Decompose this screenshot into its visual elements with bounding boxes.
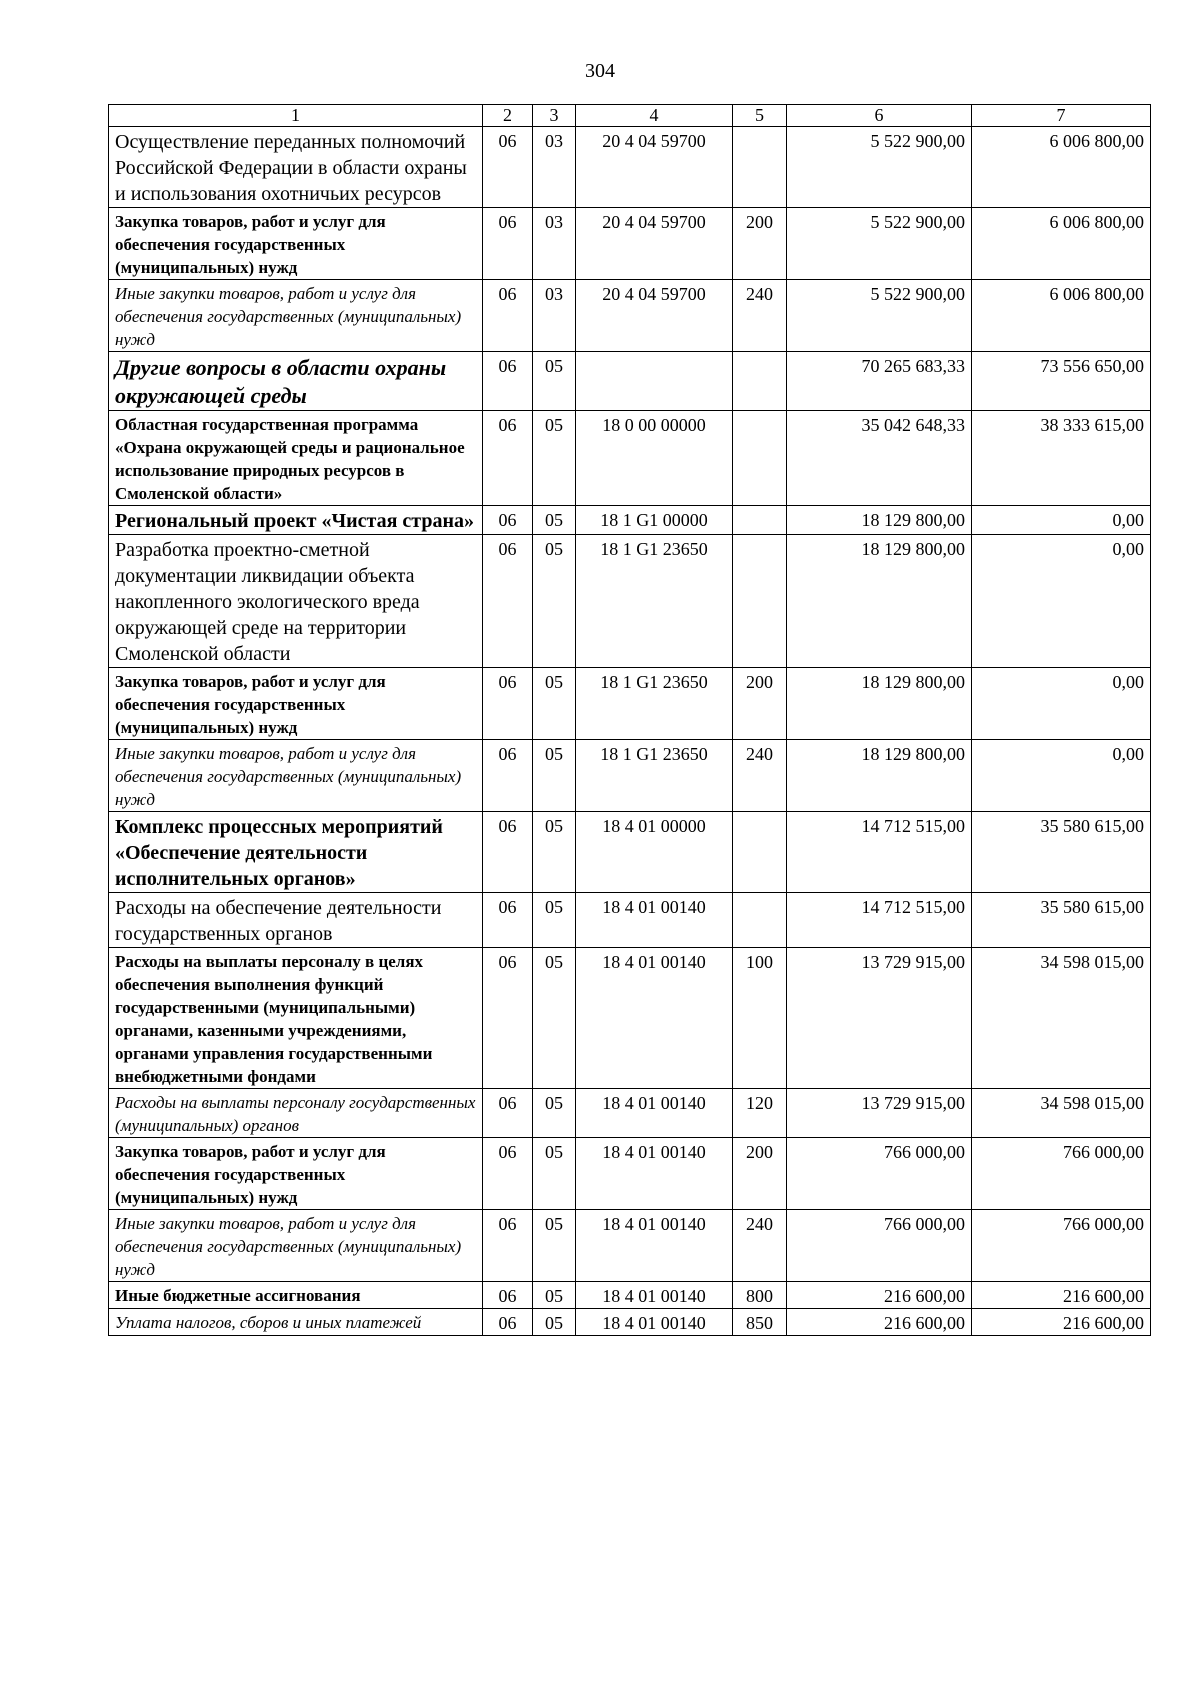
table-row: [109, 948, 1151, 1089]
table-row: [109, 208, 1151, 280]
amount-year1-cell: 35 042 648,33: [787, 411, 972, 506]
table-row: [109, 1089, 1151, 1138]
table-row: [109, 506, 1151, 535]
expense-type-cell: 200: [733, 208, 787, 280]
expense-type-cell: 240: [733, 740, 787, 812]
amount-year1-cell: 5 522 900,00: [787, 208, 972, 280]
section-code-cell: 06: [483, 127, 533, 208]
amount-year2-cell: 0,00: [972, 668, 1151, 740]
header-row: [109, 105, 1151, 127]
section-code-cell: 06: [483, 535, 533, 668]
target-article-cell: 18 1 G1 23650: [576, 668, 733, 740]
subsection-code-cell: 05: [533, 812, 576, 893]
amount-year1-cell: 216 600,00: [787, 1309, 972, 1336]
column-header: 5: [733, 105, 787, 127]
target-article-cell: 18 4 01 00140: [576, 1210, 733, 1282]
subsection-code-cell: 05: [533, 352, 576, 411]
subsection-code-cell: 05: [533, 1282, 576, 1309]
target-article-cell: 18 1 G1 23650: [576, 535, 733, 668]
expense-type-cell: [733, 352, 787, 411]
subsection-code-cell: 03: [533, 280, 576, 352]
row-name-cell: Иные закупки товаров, работ и услуг для обеспечения государственных (муниципальных) нужд: [109, 740, 483, 812]
expense-type-cell: 240: [733, 1210, 787, 1282]
expense-type-cell: 800: [733, 1282, 787, 1309]
table-row: [109, 893, 1151, 948]
table-row: [109, 812, 1151, 893]
amount-year2-cell: 35 580 615,00: [972, 812, 1151, 893]
column-header: 6: [787, 105, 972, 127]
section-code-cell: 06: [483, 506, 533, 535]
row-name-cell: Осуществление переданных полномочий Российской Федерации в области охраны и использования охотничьих ресурсов: [109, 127, 483, 208]
column-header: 1: [109, 105, 483, 127]
amount-year1-cell: 5 522 900,00: [787, 127, 972, 208]
target-article-cell: 18 4 01 00140: [576, 1282, 733, 1309]
column-header: 3: [533, 105, 576, 127]
expense-type-cell: [733, 535, 787, 668]
subsection-code-cell: 05: [533, 740, 576, 812]
subsection-code-cell: 05: [533, 668, 576, 740]
table-row: [109, 1210, 1151, 1282]
table-row: [109, 668, 1151, 740]
target-article-cell: 18 4 01 00140: [576, 1089, 733, 1138]
expense-type-cell: 240: [733, 280, 787, 352]
amount-year1-cell: 14 712 515,00: [787, 893, 972, 948]
section-code-cell: 06: [483, 740, 533, 812]
amount-year2-cell: 38 333 615,00: [972, 411, 1151, 506]
target-article-cell: 20 4 04 59700: [576, 208, 733, 280]
target-article-cell: 18 4 01 00140: [576, 1309, 733, 1336]
subsection-code-cell: 05: [533, 1309, 576, 1336]
section-code-cell: 06: [483, 280, 533, 352]
amount-year1-cell: 766 000,00: [787, 1138, 972, 1210]
amount-year1-cell: 5 522 900,00: [787, 280, 972, 352]
row-name-cell: Расходы на выплаты персоналу в целях обеспечения выполнения функций государственными (муниципальными) органами, казенными учреждениями, органами управления государственными внебюджетными фондами: [109, 948, 483, 1089]
amount-year2-cell: 216 600,00: [972, 1282, 1151, 1309]
expense-type-cell: 120: [733, 1089, 787, 1138]
target-article-cell: 18 1 G1 00000: [576, 506, 733, 535]
amount-year2-cell: 0,00: [972, 740, 1151, 812]
target-article-cell: 20 4 04 59700: [576, 127, 733, 208]
budget-table: [108, 104, 1151, 1336]
section-code-cell: 06: [483, 352, 533, 411]
target-article-cell: 18 0 00 00000: [576, 411, 733, 506]
amount-year2-cell: 73 556 650,00: [972, 352, 1151, 411]
expense-type-cell: [733, 411, 787, 506]
table-row: [109, 280, 1151, 352]
target-article-cell: 18 4 01 00000: [576, 812, 733, 893]
target-article-cell: 18 4 01 00140: [576, 1138, 733, 1210]
table-row: [109, 1282, 1151, 1309]
expense-type-cell: [733, 127, 787, 208]
row-name-cell: Областная государственная программа «Охрана окружающей среды и рациональное использование природных ресурсов в Смоленской области»: [109, 411, 483, 506]
amount-year1-cell: 13 729 915,00: [787, 1089, 972, 1138]
amount-year2-cell: 766 000,00: [972, 1138, 1151, 1210]
row-name-cell: Разработка проектно-сметной документации ликвидации объекта накопленного экологического вреда окружающей среде на территории Смоленской области: [109, 535, 483, 668]
amount-year2-cell: 34 598 015,00: [972, 948, 1151, 1089]
row-name-cell: Иные закупки товаров, работ и услуг для обеспечения государственных (муниципальных) нужд: [109, 280, 483, 352]
amount-year2-cell: 6 006 800,00: [972, 127, 1151, 208]
section-code-cell: 06: [483, 208, 533, 280]
target-article-cell: 18 4 01 00140: [576, 948, 733, 1089]
amount-year1-cell: 766 000,00: [787, 1210, 972, 1282]
table-row: [109, 1138, 1151, 1210]
amount-year2-cell: 216 600,00: [972, 1309, 1151, 1336]
section-code-cell: 06: [483, 1138, 533, 1210]
subsection-code-cell: 05: [533, 1210, 576, 1282]
row-name-cell: Иные бюджетные ассигнования: [109, 1282, 483, 1309]
amount-year2-cell: 766 000,00: [972, 1210, 1151, 1282]
row-name-cell: Региональный проект «Чистая страна»: [109, 506, 483, 535]
table-row: [109, 535, 1151, 668]
section-code-cell: 06: [483, 1282, 533, 1309]
page-number: 304: [585, 60, 615, 82]
expense-type-cell: [733, 506, 787, 535]
table-row: [109, 411, 1151, 506]
column-header: 7: [972, 105, 1151, 127]
expense-type-cell: 200: [733, 668, 787, 740]
target-article-cell: 18 1 G1 23650: [576, 740, 733, 812]
row-name-cell: Закупка товаров, работ и услуг для обеспечения государственных (муниципальных) нужд: [109, 208, 483, 280]
subsection-code-cell: 05: [533, 893, 576, 948]
amount-year1-cell: 18 129 800,00: [787, 535, 972, 668]
row-name-cell: Иные закупки товаров, работ и услуг для обеспечения государственных (муниципальных) нужд: [109, 1210, 483, 1282]
section-code-cell: 06: [483, 411, 533, 506]
amount-year1-cell: 14 712 515,00: [787, 812, 972, 893]
subsection-code-cell: 03: [533, 127, 576, 208]
amount-year2-cell: 6 006 800,00: [972, 280, 1151, 352]
amount-year2-cell: 0,00: [972, 535, 1151, 668]
amount-year2-cell: 34 598 015,00: [972, 1089, 1151, 1138]
subsection-code-cell: 05: [533, 535, 576, 668]
subsection-code-cell: 05: [533, 1138, 576, 1210]
expense-type-cell: 200: [733, 1138, 787, 1210]
row-name-cell: Расходы на обеспечение деятельности государственных органов: [109, 893, 483, 948]
column-header: 4: [576, 105, 733, 127]
row-name-cell: Комплекс процессных мероприятий «Обеспечение деятельности исполнительных органов»: [109, 812, 483, 893]
section-code-cell: 06: [483, 893, 533, 948]
amount-year2-cell: 35 580 615,00: [972, 893, 1151, 948]
amount-year1-cell: 13 729 915,00: [787, 948, 972, 1089]
row-name-cell: Расходы на выплаты персоналу государственных (муниципальных) органов: [109, 1089, 483, 1138]
section-code-cell: 06: [483, 1089, 533, 1138]
amount-year1-cell: 18 129 800,00: [787, 506, 972, 535]
section-code-cell: 06: [483, 812, 533, 893]
subsection-code-cell: 05: [533, 948, 576, 1089]
table-row: [109, 352, 1151, 411]
section-code-cell: 06: [483, 1210, 533, 1282]
target-article-cell: 18 4 01 00140: [576, 893, 733, 948]
amount-year2-cell: 0,00: [972, 506, 1151, 535]
expense-type-cell: 850: [733, 1309, 787, 1336]
section-code-cell: 06: [483, 1309, 533, 1336]
subsection-code-cell: 05: [533, 1089, 576, 1138]
expense-type-cell: 100: [733, 948, 787, 1089]
amount-year1-cell: 18 129 800,00: [787, 740, 972, 812]
row-name-cell: Закупка товаров, работ и услуг для обеспечения государственных (муниципальных) нужд: [109, 1138, 483, 1210]
row-name-cell: Другие вопросы в области охраны окружающей среды: [109, 352, 483, 411]
subsection-code-cell: 05: [533, 411, 576, 506]
table-row: [109, 1309, 1151, 1336]
section-code-cell: 06: [483, 948, 533, 1089]
amount-year2-cell: 6 006 800,00: [972, 208, 1151, 280]
column-header: 2: [483, 105, 533, 127]
row-name-cell: Закупка товаров, работ и услуг для обеспечения государственных (муниципальных) нужд: [109, 668, 483, 740]
amount-year1-cell: 216 600,00: [787, 1282, 972, 1309]
expense-type-cell: [733, 893, 787, 948]
amount-year1-cell: 70 265 683,33: [787, 352, 972, 411]
table-row: [109, 127, 1151, 208]
section-code-cell: 06: [483, 668, 533, 740]
expense-type-cell: [733, 812, 787, 893]
amount-year1-cell: 18 129 800,00: [787, 668, 972, 740]
target-article-cell: 20 4 04 59700: [576, 280, 733, 352]
subsection-code-cell: 03: [533, 208, 576, 280]
target-article-cell: [576, 352, 733, 411]
subsection-code-cell: 05: [533, 506, 576, 535]
table-row: [109, 740, 1151, 812]
row-name-cell: Уплата налогов, сборов и иных платежей: [109, 1309, 483, 1336]
